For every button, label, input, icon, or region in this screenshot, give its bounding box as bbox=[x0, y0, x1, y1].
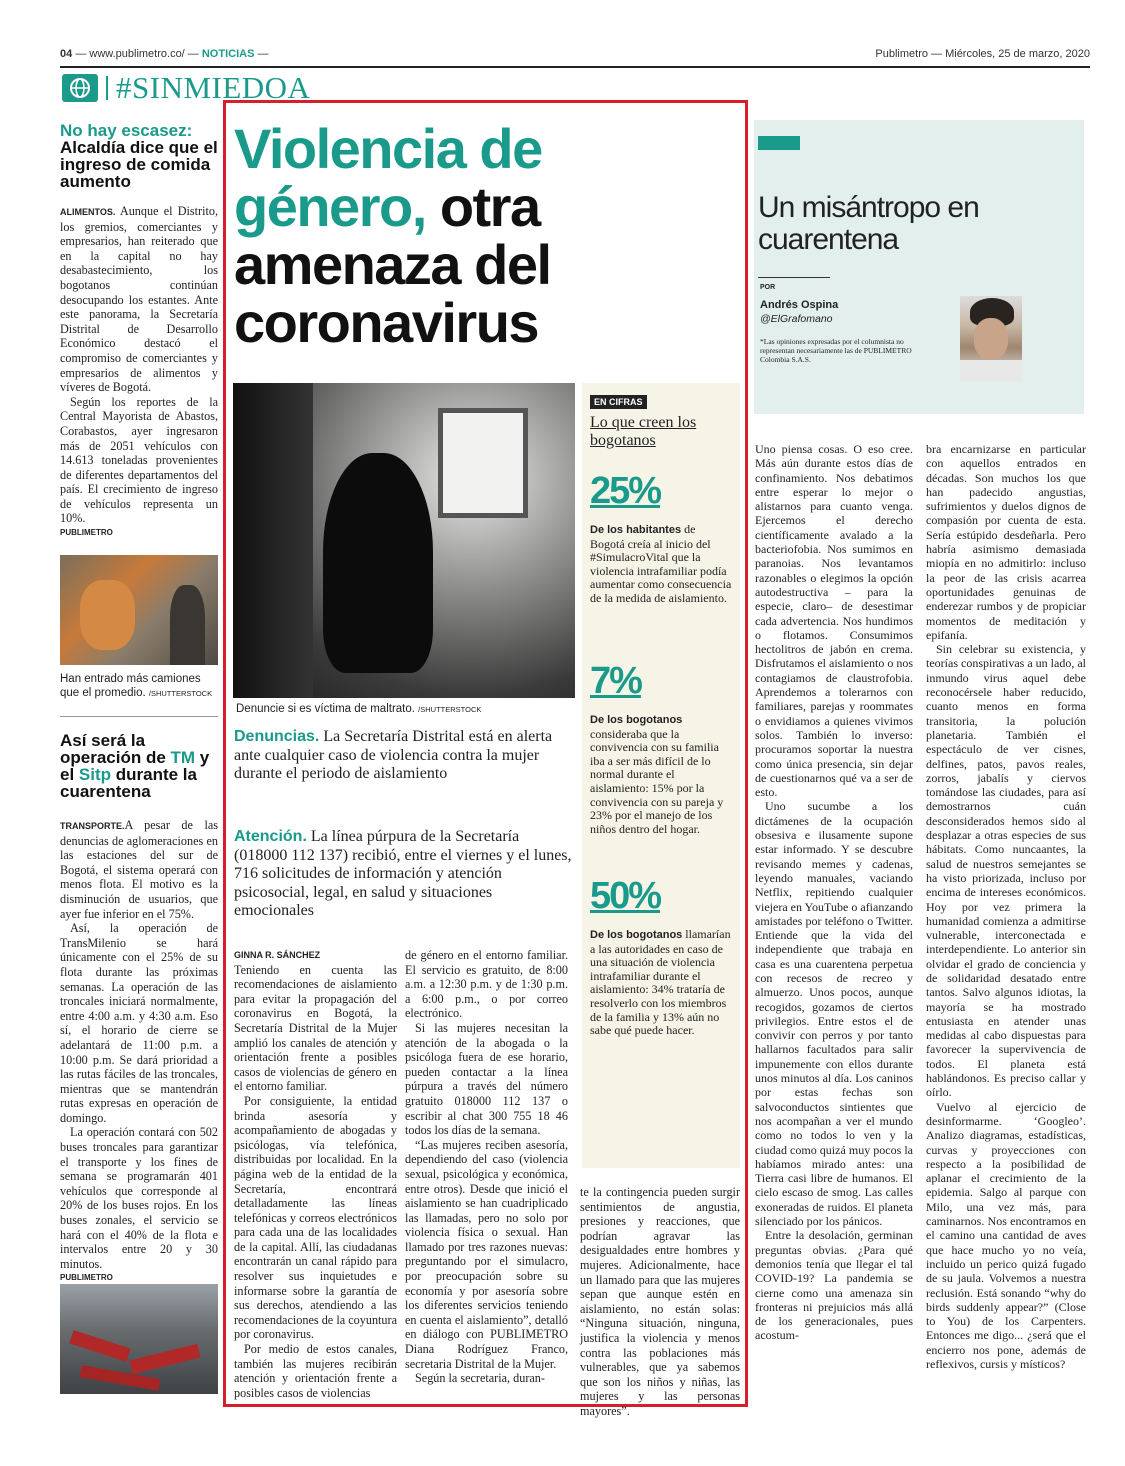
cifra-lead: De los habitantes bbox=[590, 524, 682, 536]
caption-credit: /SHUTTERSTOCK bbox=[418, 705, 482, 714]
lead-denuncias bbox=[234, 728, 574, 784]
story-paragraph: A pesar de las denuncias de aglomeraciones en las estaciones del sur de Bogotá, el sistema operará con menos flota. El motivo es la disminución de usuarios, que ayer fue inferior en el 75%. bbox=[60, 818, 218, 921]
caption-credit: /SHUTTERSTOCK bbox=[148, 689, 213, 698]
body-paragraph: “Las mujeres reciben asesoría, dependiendo del caso (violencia sexual, psicológica y económica, entre otros). Desde que inició el aislamiento se han cuadriplicado las llamadas, pero no solo por violencia física o sexual. Han llamado por tres razones nuevas: preguntando por el simulacro, por preocupación sobre su economía y por asesoría sobre los diferentes servicios teniendo en cuenta el aislamiento”, detalló en diálogo con PUBLIMETRO Diana Rodríguez Franco, secretaria Distrital de la Mujer. bbox=[405, 1137, 568, 1371]
cifra-body: consideraba que la convivencia con su familia iba a ser más difícil de lo normal durante el aislamiento: 15% por la convivencia con su pareja y 23% por el manejo de los niños dentro del hogar. bbox=[590, 726, 724, 836]
opinion-handle: @ElGrafomano bbox=[760, 313, 833, 325]
body-paragraph: Por medio de estos canales, también las mujeres recibirán atención y orientación frente a posibles casos de violencias bbox=[234, 1342, 397, 1400]
opinion-col2 bbox=[926, 442, 1086, 1371]
headline-sitp: Sitp bbox=[78, 765, 112, 784]
opinion-rule bbox=[758, 277, 830, 278]
section-name: NOTICIAS bbox=[201, 48, 255, 60]
opinion-paragraph: Uno sucumbe a los dictámenes de la ocupación obsesiva e ilusamente supone estar informado. Y se descubre revisando memes y cadenas, leyendo manuales, vaciando Netflix, repitiendo cualquier viejera en YouTube o afianzando amistades por teléfono o Twitter. Entiende que la vida del independiente que trabaja en casa es una cuarentena perpetua con recesos de recreo y almuerzo. Unos pocos, aunque recogidos, gozamos de ciertos privilegios. Entre estos el de convivir con perros y por tanto hallarnos facultados para salir impunemente con ellos durante unos minutos al día. Los caninos por estas fechas son salvoconductos sintientes que nos acompañan a ver el mundo como no todos lo ven y la ciudad como quizá muy pocos la habíamos mirado antes: una Tierra casi libre de humanos. El cielo escaso de smog. Las calles exoneradas de ruidos. El planeta silenciado por los pánicos. bbox=[755, 799, 913, 1229]
hashtag-divider bbox=[106, 76, 108, 100]
cifra-text bbox=[590, 713, 732, 836]
story2-headline bbox=[60, 732, 218, 800]
cifra-text bbox=[590, 928, 732, 1038]
cifra-body: llamarían a las autoridades en caso de una situación de violencia intrafamiliar durante el aislamiento: 34% trataría de resolverlo con los miembros de la familia y 13% aún no sabe qué puede hacer. bbox=[590, 927, 731, 1038]
opinion-accent-bar bbox=[758, 136, 800, 150]
story-headline: Alcaldía dice que el ingreso de comida aumento bbox=[60, 138, 218, 191]
cifra-percent: 25% bbox=[590, 470, 661, 512]
main-title bbox=[234, 117, 734, 354]
trucks-photo bbox=[60, 555, 218, 665]
author-avatar bbox=[960, 296, 1022, 382]
caption-text: Denuncie si es víctima de maltrato. bbox=[236, 703, 415, 715]
buses-photo bbox=[60, 1284, 218, 1394]
site-url: — www.publimetro.co/ — bbox=[75, 48, 199, 60]
cifra-percent: 50% bbox=[590, 875, 661, 917]
cifras-tag: EN CIFRAS bbox=[590, 395, 647, 409]
headline-tm: TM bbox=[170, 748, 196, 767]
body-paragraph: te la contingencia pueden surgir sentimientos de angustia, presiones y reacciones, que podrían agravar las desigualdades entre hombres y mujeres. Adicionalmente, hace un llamado para que las mujeres sepan que aunque estén en aislamiento, no están solas: “Ninguna situación, ninguna, justifica la violencia y menos contra las poblaciones más vulnerables, que ya sabemos que son los niños y niñas, las mujeres y las personas mayores”. bbox=[580, 1185, 740, 1418]
opinion-title: Un misántropo en cuarentena bbox=[758, 191, 979, 256]
photo-caption bbox=[60, 672, 220, 701]
main-byline: GINNA R. SÁNCHEZ bbox=[234, 950, 321, 960]
body-paragraph: Si las mujeres necesitan la atención de la abogada o la psicóloga fuera de ese horario, pueden contactar a la línea púrpura a través del número gratuito 018000 112 137 o escribir al chat 300 755 18 46 todos los días de la semana. bbox=[405, 1020, 568, 1138]
opinion-paragraph: bra encarnizarse en particular con aquellos entrados en décadas. Son muchos los que han padecido angustias, sufrimientos y duelos dignos de compasión por cuenta de esta. Sería estúpido desdeñarla. Pero habría asimismo demasiada miopía en no admitirlo: incluso la peor de las crisis acarrea oportunidades genuinas de enderezar rumbos y de propiciar momentos de meditación y epifanía. bbox=[926, 442, 1086, 642]
cifra-text bbox=[590, 523, 732, 606]
caption-text: Han entrado más camiones que el promedio. bbox=[60, 673, 201, 699]
title-black: otra amenaza del coronavirus bbox=[234, 175, 551, 354]
globe-icon bbox=[62, 74, 98, 102]
left-separator bbox=[60, 716, 218, 717]
opinion-paragraph: Vuelvo al ejercicio de desinformarme. ‘Googleo’. Analizo diagramas, estadísticas, curvas y proyecciones con respecto a la posibilidad de aplanar el crecimiento de la epidemia. Salgo al parque con Milo, una vez más, para caminarnos. Nos encontramos en el camino una cantidad de aves que hace mucho yo no veía, incluido un perico quizá fugado de su jaula. Volvemos a nuestra reclusión. Está sonando “why do birds suddenly appear?” (Close to You) de los Carpenters. Entonces me digo... ¿será que el encierro nos pone, además de reflexivos, cursis y místicos? bbox=[926, 1099, 1086, 1371]
lead-text: La línea púrpura de la Secretaría (018000 112 137) recibió, entre el viernes y el lunes, 716 solicitudes de información y atención psicosocial, legal, en salud y situaciones emocionales bbox=[234, 828, 572, 919]
page-header bbox=[60, 48, 1090, 64]
title-teal: Violencia de género, bbox=[234, 117, 542, 238]
cifra-lead: De los bogotanos bbox=[590, 714, 683, 726]
story-paragraph: La operación contará con 502 buses troncales para garantizar el transporte y los fines de semana se programarán 401 vehículos que corresponde al 20% de los buses rojos. En los buses zonales, el servicio se hará con el 40% de la flota e intervalos entre 20 y 30 minutos. bbox=[60, 1125, 218, 1271]
story-body bbox=[60, 204, 218, 541]
page-number: 04 bbox=[60, 48, 73, 60]
left-story-transporte bbox=[60, 732, 218, 1286]
hashtag-title: #SINMIEDOA bbox=[116, 70, 311, 105]
lead-text: La Secretaría Distrital está en alerta ante cualquier caso de violencia contra la mujer durante el periodo de aislamiento bbox=[234, 728, 553, 782]
body-paragraph: Por consiguiente, la entidad brinda asesoría y acompañamiento de abogadas y psicólogas, vía telefónica, distribuidas por localidad. En la página web de la entidad de la Secretaría, encontrará detalladamente las líneas telefónicas y correos electrónicos para cada una de las localidades de la capital. Allí, las ciudadanas encontrarán un canal rápido para resolver sus inquietudes e informarse sobre la garantía de sus derechos, atendiendo a las recomendaciones de la coyuntura por coronavirus. bbox=[234, 1093, 397, 1342]
body-paragraph: Según la secretaria, duran- bbox=[415, 1371, 545, 1386]
cifra-item-2 bbox=[590, 660, 732, 836]
cifra-item-1 bbox=[590, 470, 732, 606]
story-paragraph: Así, la operación de TransMilenio se hará únicamente con el 25% de su flota durante las próximas semanas. La operación de las troncales iniciará normalmente, entre 4:00 a.m. y 4:30 a.m. Eso sí, el horario de cierre se adelantará de 11:00 p.m. a 10:00 p.m. Se dará prioridad a las rutas fáciles de las troncales, mientras que se mantendrán rutas expresas en operación de domingo. bbox=[60, 921, 218, 1125]
story-kicker: ALIMENTOS. bbox=[60, 207, 116, 217]
opinion-paragraph: Entre la desolación, germinan preguntas obvias. ¿Para qué demonios tenía que llegar el tal COVID-19? La pandemia se cierne como una amenaza sin fronteras ni prejuicios más allá de los generacionales, pues acostum- bbox=[755, 1228, 913, 1343]
headline-part: y el bbox=[60, 748, 210, 784]
body-paragraph: de género en el entorno familiar. El servicio es gratuito, de 8:00 a.m. a 12:30 p.m. y de 1:30 p.m. a 6:00 p.m., o por correo electrónico. bbox=[405, 948, 568, 1021]
issue-date: Publimetro — Miércoles, 25 de marzo, 2020 bbox=[875, 48, 1090, 60]
lead-atencion bbox=[234, 828, 574, 921]
cifra-item-3 bbox=[590, 875, 732, 1038]
main-photo-caption bbox=[236, 703, 481, 715]
main-body-col2 bbox=[405, 948, 568, 1386]
headline-part: durante la cuarentena bbox=[60, 765, 197, 801]
section-dash: — bbox=[257, 48, 269, 60]
lead-label: Atención. bbox=[234, 828, 307, 845]
story2-kicker: TRANSPORTE. bbox=[60, 821, 125, 831]
story-headline-teal: No hay escasez: bbox=[60, 121, 193, 140]
main-body-col3 bbox=[580, 1185, 740, 1419]
body-paragraph: Teniendo en cuenta las recomendaciones de aislamiento para evitar la propagación del coronavirus en Bogotá, la Secretaría Distrital de la Mujer amplió los canales de atención y orientación frente a posibles casos de violencias de género en el entorno familiar. bbox=[234, 962, 397, 1094]
left-story-alimentos bbox=[60, 122, 218, 541]
opinion-author: Andrés Ospina bbox=[760, 299, 839, 311]
cifra-body: de Bogotá creía al inicio del #SimulacroVital que la violencia intrafamiliar podía aumentar como consecuencia de la medida de aislamiento. bbox=[590, 522, 732, 605]
headline-part: Así será la operación de bbox=[60, 731, 171, 767]
cifra-percent: 7% bbox=[590, 660, 641, 702]
main-body-col1 bbox=[234, 948, 397, 1400]
story-paragraph: Aunque el Distrito, los gremios, comerciantes y empresarios, han reiterado que en la capital no hay desabastecimiento, los bogotanos continúan desocupando los estantes. Ante este panorama, la Secretaría Distrital de Desarrollo Económico destacó el compromiso de comerciantes y empresarios de alimentos y víveres de Bogotá. bbox=[60, 204, 218, 395]
story-byline: PUBLIMETRO bbox=[60, 528, 113, 538]
opinion-por: POR bbox=[760, 284, 776, 291]
lead-label: Denuncias. bbox=[234, 728, 320, 745]
story-paragraph: Según los reportes de la Central Mayorista de Abastos, Corabastos, ayer ingresaron más de 2051 vehículos con 14.613 toneladas provenientes de diferentes departamentos del país. El crecimiento de ingreso de vehículos representa un 10%. bbox=[60, 394, 218, 526]
story2-body bbox=[60, 818, 218, 1286]
opinion-paragraph: Sin celebrar su existencia, y teorías conspirativas a un lado, al inmundo virus aquel debe reconocérsele haber reducido, cuanto menos en forma transitoria, la polución planetaria. También el espectáculo de ver cisnes, delfines, patos, pavos reales, zorros, jabalís y ciervos tomándose las ciudades, para así demostrarnos cuán desconsiderados hemos sido al desplazar a otras especies de sus hábitats. Como nuncaantes, la salud de nuestros semejantes se ha visto priorizada, incluso por encima de intereses económicos. Hoy por vez primera la humanidad comienza a admitirse vulnerable, interconectada e interdependiente. Lo anterior sin olvidar el grado de conciencia y de solidaridad desatado entre tantos. Salvo algunos idiotas, la mayoría se ha mostrado entusiasta en atender unas medidas al cabo dispuestas para favorecer la supervivencia de todos. El planeta está hablándonos. Es preciso callar y oírlo. bbox=[926, 642, 1086, 1100]
opinion-paragraph: Uno piensa cosas. O eso cree. Más aún durante estos días de confinamiento. Nos debatimos entre esperar lo mejor o alistarnos para cuanto venga. Ejercemos el derecho científicamente avalado a la bacteriofobia. Nos sumimos en paranoias. Nos levantamos razonables o elegimos la opción autodestructiva – para la especie, claro– de desestimar cada advertencia. Nos hundimos o flotamos. Consumimos hectolitros de jabón en crema. Disfrutamos el aislamiento o nos contagiamos de claustrofobia. Aprendemos a tolerarnos con familiares, parejas y roommates o envidiamos a quienes vivimos solos. También lo inverso: procuramos soportar la nuestra como única presencia, sin dejar de cuestionarnos qué va a ser de esto. bbox=[755, 442, 913, 800]
cifras-title: Lo que creen los bogotanos bbox=[590, 414, 697, 449]
header-rule bbox=[60, 66, 1090, 68]
cifra-lead: De los bogotanos bbox=[590, 929, 683, 941]
story2-byline: PUBLIMETRO bbox=[60, 1273, 113, 1283]
main-photo bbox=[233, 383, 575, 698]
opinion-col1 bbox=[755, 442, 913, 1343]
opinion-header-box bbox=[754, 120, 1084, 414]
opinion-disclaimer: *Las opiniones expresadas por el columnista no representan necesariamente las de PUBLIMETRO Colombia S.A.S. bbox=[760, 337, 912, 364]
